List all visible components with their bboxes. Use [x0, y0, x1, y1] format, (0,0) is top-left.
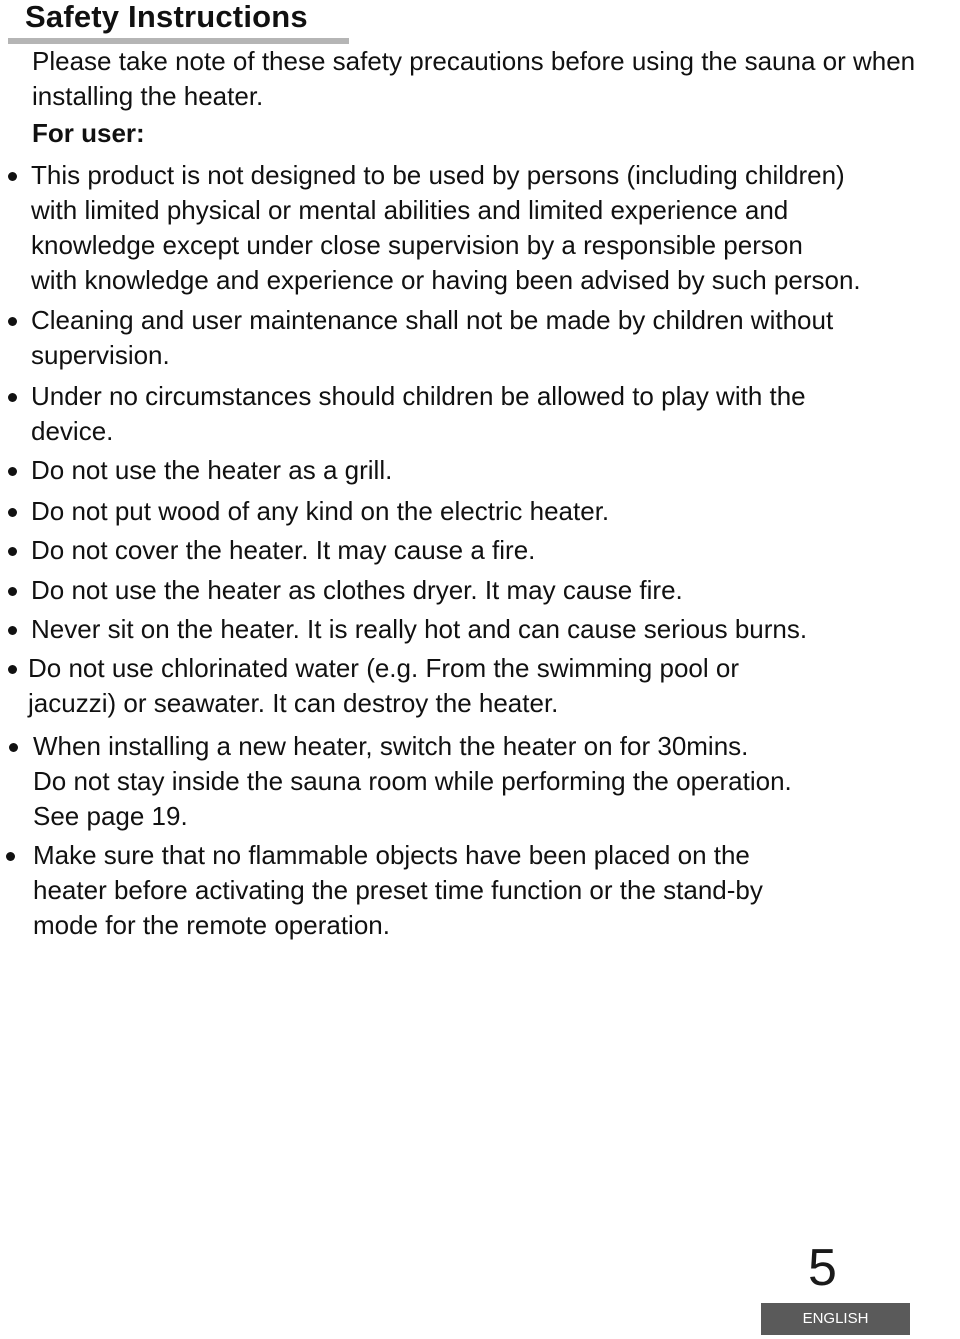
page-title: Safety Instructions [25, 0, 308, 34]
list-item-text: Under no circumstances should children be allowed to play with the device. [31, 381, 806, 446]
list-item-text: Do not use the heater as clothes dryer. It may cause fire. [31, 575, 683, 605]
language-label: ENGLISH [802, 1310, 869, 1327]
list-item-text: Do not put wood of any kind on the electric heater. [31, 496, 610, 526]
bullet-icon [8, 172, 17, 181]
section-heading: For user: [32, 118, 145, 148]
list-item-text: Do not use the heater as a grill. [31, 455, 393, 485]
list-item-text: Make sure that no flammable objects have been placed on the heater before activating the preset time function or the stand-by mode for the remote operation. [33, 840, 763, 940]
bullet-icon [8, 665, 17, 674]
intro-paragraph: Please take note of these safety precautions before using the sauna or when installing the heater. [32, 46, 916, 111]
list-item-text: Do not cover the heater. It may cause a fire. [31, 535, 536, 565]
list-item-text: When installing a new heater, switch the heater on for 30mins. Do not stay inside the sauna room while performing the operation. See page 19. [33, 731, 792, 831]
page-number: 5 [808, 1239, 837, 1297]
list-item-text: Cleaning and user maintenance shall not be made by children without supervision. [31, 305, 834, 370]
bullet-icon [8, 626, 17, 635]
bullet-icon [8, 587, 17, 596]
bullet-icon [8, 467, 17, 476]
language-tab [761, 1303, 910, 1335]
bullet-icon [8, 547, 17, 556]
bullet-icon [6, 852, 15, 861]
bullet-icon [8, 508, 17, 517]
list-item-text: Do not use chlorinated water (e.g. From the swimming pool or jacuzzi) or seawater. It can destroy the heater. [28, 653, 739, 718]
bullet-icon [9, 743, 18, 752]
list-item-text: Never sit on the heater. It is really hot and can cause serious burns. [31, 614, 808, 644]
bullet-icon [8, 317, 17, 326]
list-item-text: This product is not designed to be used by persons (including children) with limited physical or mental abilities and limited experience and knowledge except under close supervision by a responsible person with knowledge and experience or having been advised by such person. [31, 160, 861, 295]
bullet-icon [8, 393, 17, 402]
